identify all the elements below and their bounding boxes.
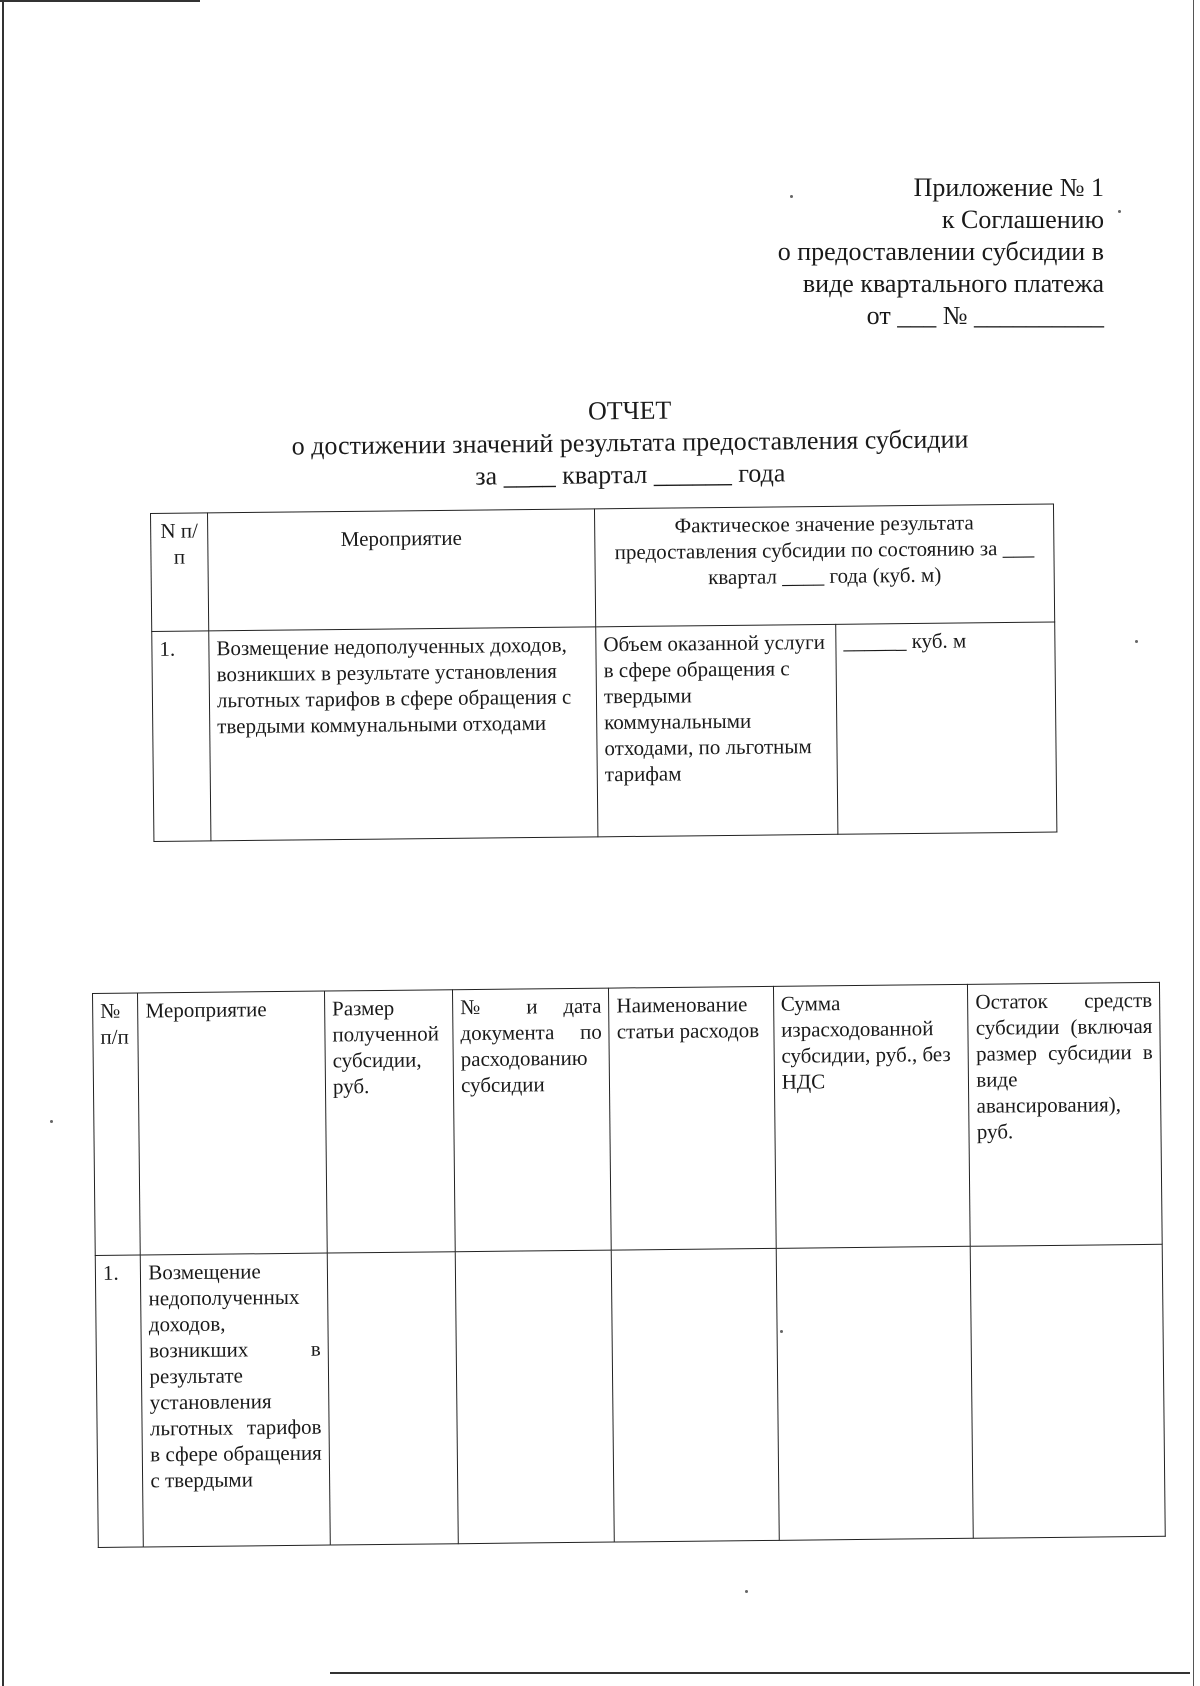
result-table (150, 504, 1057, 842)
report-subtitle: о достижении значений результата предоставления субсидии (291, 424, 969, 461)
page-edge-right (1193, 0, 1194, 1686)
appendix-line: виде квартального платежа (802, 269, 1104, 298)
cell-value: ______ куб. м (836, 622, 1057, 834)
cell-subsidy-size (327, 1252, 458, 1545)
appendix-line: от ___ № __________ (866, 301, 1104, 330)
cell-spent-sum (776, 1246, 974, 1540)
cell-remaining-funds (971, 1244, 1166, 1538)
report-title (210, 391, 1051, 496)
header-activity: Мероприятие (138, 991, 327, 1255)
header-fact-value: Фактическое значение результата предоставления субсидии по состоянию за ___ квартал ____ года (куб. м) (594, 504, 1054, 627)
header-remaining-funds: Остаток средств субсидии (включая размер субсидии в виде авансирования), руб. (968, 982, 1162, 1246)
cell-num: 1. (95, 1255, 143, 1547)
cell-indicator: Объем оказанной услуги в сфере обращения с твердыми коммунальными отходами, по льготным тарифам (596, 624, 838, 837)
page-edge-left (2, 0, 4, 1686)
scan-speck (780, 1330, 783, 1333)
page-edge-top (0, 0, 200, 2)
scan-speck (1118, 210, 1121, 213)
scan-speck (50, 1120, 53, 1123)
scan-speck (745, 1590, 748, 1593)
cell-activity: Возмещение недополученных доходов, возникших в результате установления льготных тарифов в сфере обращения с твердыми (141, 1253, 331, 1547)
header-expense-article: Наименование статьи расходов (609, 986, 776, 1250)
cell-activity: Возмещение недополученных доходов, возникших в результате установления льготных тарифов в сфере обращения с твердыми коммунальными отходами (209, 627, 598, 841)
page-edge-bottom (330, 1672, 1190, 1674)
table-header-row (151, 504, 1055, 631)
table-row (95, 1244, 1165, 1547)
appendix-line: к Соглашению (941, 205, 1104, 234)
table-row (152, 622, 1057, 841)
header-num: N п/п (151, 513, 209, 632)
appendix-line: о предоставлении субсидии в (777, 237, 1104, 266)
cell-document (455, 1250, 614, 1544)
scan-speck (790, 195, 793, 198)
cell-num: 1. (152, 631, 211, 842)
expense-table (92, 982, 1166, 1548)
header-document: № и дата документа по расходованию субсидии (453, 988, 612, 1252)
cell-expense-article (612, 1248, 779, 1542)
header-subsidy-size: Размер полученной субсидии, руб. (324, 990, 455, 1253)
scan-speck (1135, 640, 1138, 643)
report-heading: ОТЧЕТ (587, 395, 672, 426)
table-header-row (93, 982, 1163, 1255)
appendix-note (778, 172, 1104, 332)
appendix-line: Приложение № 1 (913, 173, 1104, 202)
header-num: № п/п (93, 993, 141, 1255)
report-period: за ____ квартал ______ года (475, 458, 786, 491)
header-spent-sum: Сумма израсходованной субсидии, руб., без НДС (773, 984, 970, 1248)
header-activity: Мероприятие (208, 509, 596, 631)
